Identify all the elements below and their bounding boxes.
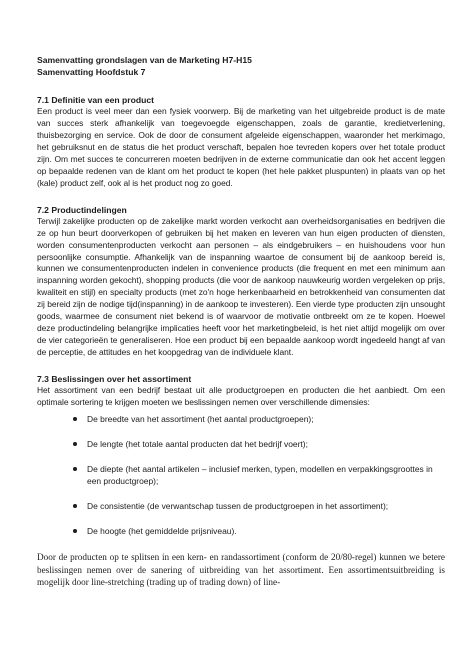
dimension-list bbox=[37, 413, 445, 537]
spacer bbox=[37, 78, 445, 94]
bullet-icon bbox=[73, 417, 77, 421]
bullet-icon bbox=[73, 504, 77, 508]
bullet-icon bbox=[73, 529, 77, 533]
section-heading: 7.3 Beslissingen over het assortiment bbox=[37, 374, 192, 385]
list-item bbox=[37, 438, 445, 450]
bullet-icon bbox=[73, 467, 77, 471]
section-heading: 7.1 Definitie van een product bbox=[37, 95, 154, 105]
list-item bbox=[37, 413, 445, 425]
list-item-text: De consistentie (de verwantschap tussen de productgroepen in het assortiment); bbox=[87, 501, 389, 512]
list-item-text: De diepte (het aantal artikelen – inclusief merken, typen, modellen en verpakkingsgroottes in een productgroep); bbox=[87, 464, 433, 487]
spacer bbox=[37, 537, 445, 551]
document-subtitle: Samenvatting Hoofdstuk 7 bbox=[37, 67, 146, 77]
section-heading: 7.2 Productindelingen bbox=[37, 204, 127, 215]
section-paragraph: Een product is veel meer dan een fysiek voorwerp. Bij de marketing van het uitgebreide product is de mate van succes sterk afhankelijk van toegevoegde eigenschappen, zoals de garantie, kredietverlening, thuisbezorging en service. Ook de door de consument afgeleide eigenschappen, waaronder het merkimago, het gebruiksnut en de status die het product verschaft, bepalen hoe tevreden kopers over het totale product zijn. Om met succes te concurreren moeten bedrijven in de externe communicatie dan ook het accent leggen op bepaalde redenen van de klant om het product te kopen (het hele pakket pluspunten) in plaats van op het (kale) product zelf, ook al is het product nog zo goed. bbox=[37, 106, 445, 188]
bullet-icon bbox=[73, 442, 77, 446]
list-item bbox=[37, 525, 445, 537]
section-paragraph: Het assortiment van een bedrijf bestaat uit alle productgroepen en producten die het aanbiedt. Om een optimale sortering te krijgen moeten we beslissingen nemen over verschillende dimensies: bbox=[37, 385, 445, 408]
spacer bbox=[37, 359, 445, 373]
list-item bbox=[37, 500, 445, 512]
document-page bbox=[37, 54, 445, 589]
section-closing-paragraph: Door de producten op te splitsen in een kern- en randassortiment (conform de 20/80-regel) kunnen we betere beslissingen nemen over de sanering of uitbreiding van het assortiment. Een assortimentsuitbreiding is mogelijk door line-stretching (trading up of trading down) of line- bbox=[37, 552, 445, 588]
section-7-1 bbox=[37, 94, 445, 190]
section-7-2 bbox=[37, 204, 445, 359]
document-title: Samenvatting grondslagen van de Marketing H7-H15 bbox=[37, 55, 252, 65]
section-7-3 bbox=[37, 373, 445, 588]
spacer bbox=[37, 190, 445, 204]
list-item bbox=[37, 463, 445, 487]
section-paragraph: Terwijl zakelijke producten op de zakelijke markt worden verkocht aan overheidsorganisaties en bedrijven die ze op hun beurt doorverkopen of gebruiken bij het maken en leveren van hun eigen producten of diensten, worden consumentenproducten verkocht aan personen – als eindgebruikers – en huishoudens voor hun persoonlijke consumptie. Afhankelijk van de inspanning waartoe de consument bij de aankoop bereid is, kunnen we consumentenproducten indelen in convenience products (die frequent en met een minimum aan inspanning worden gekocht), shopping products (die voor de aankoop nauwkeurig worden vergeleken op prijs, kwaliteit en stijl) en specialty products (met zo'n hoge herkenbaarheid en betrokkenheid van consumenten dat zij bereid zijn de nodige tijd(inspanning) in de aankoop te investeren). Een vierde type producten zijn unsought goods, waarmee de consument niet bekend is of waarvoor de motivatie ontbreekt om ze te kopen. Hoewel deze productindeling belangrijke implicaties heeft voor het marketingbeleid, is het niet altijd mogelijk om over de vier categorieën te generaliseren. Hoe een product bij een bepaalde aankoop wordt ingedeeld hangt af van de perceptie, de attitudes en het koopgedrag van de individuele klant. bbox=[37, 215, 445, 358]
list-item-text: De breedte van het assortiment (het aantal productgroepen); bbox=[87, 414, 314, 425]
list-item-text: De hoogte (het gemiddelde prijsniveau). bbox=[87, 526, 237, 537]
list-item-text: De lengte (het totale aantal producten dat het bedrijf voert); bbox=[87, 439, 308, 450]
